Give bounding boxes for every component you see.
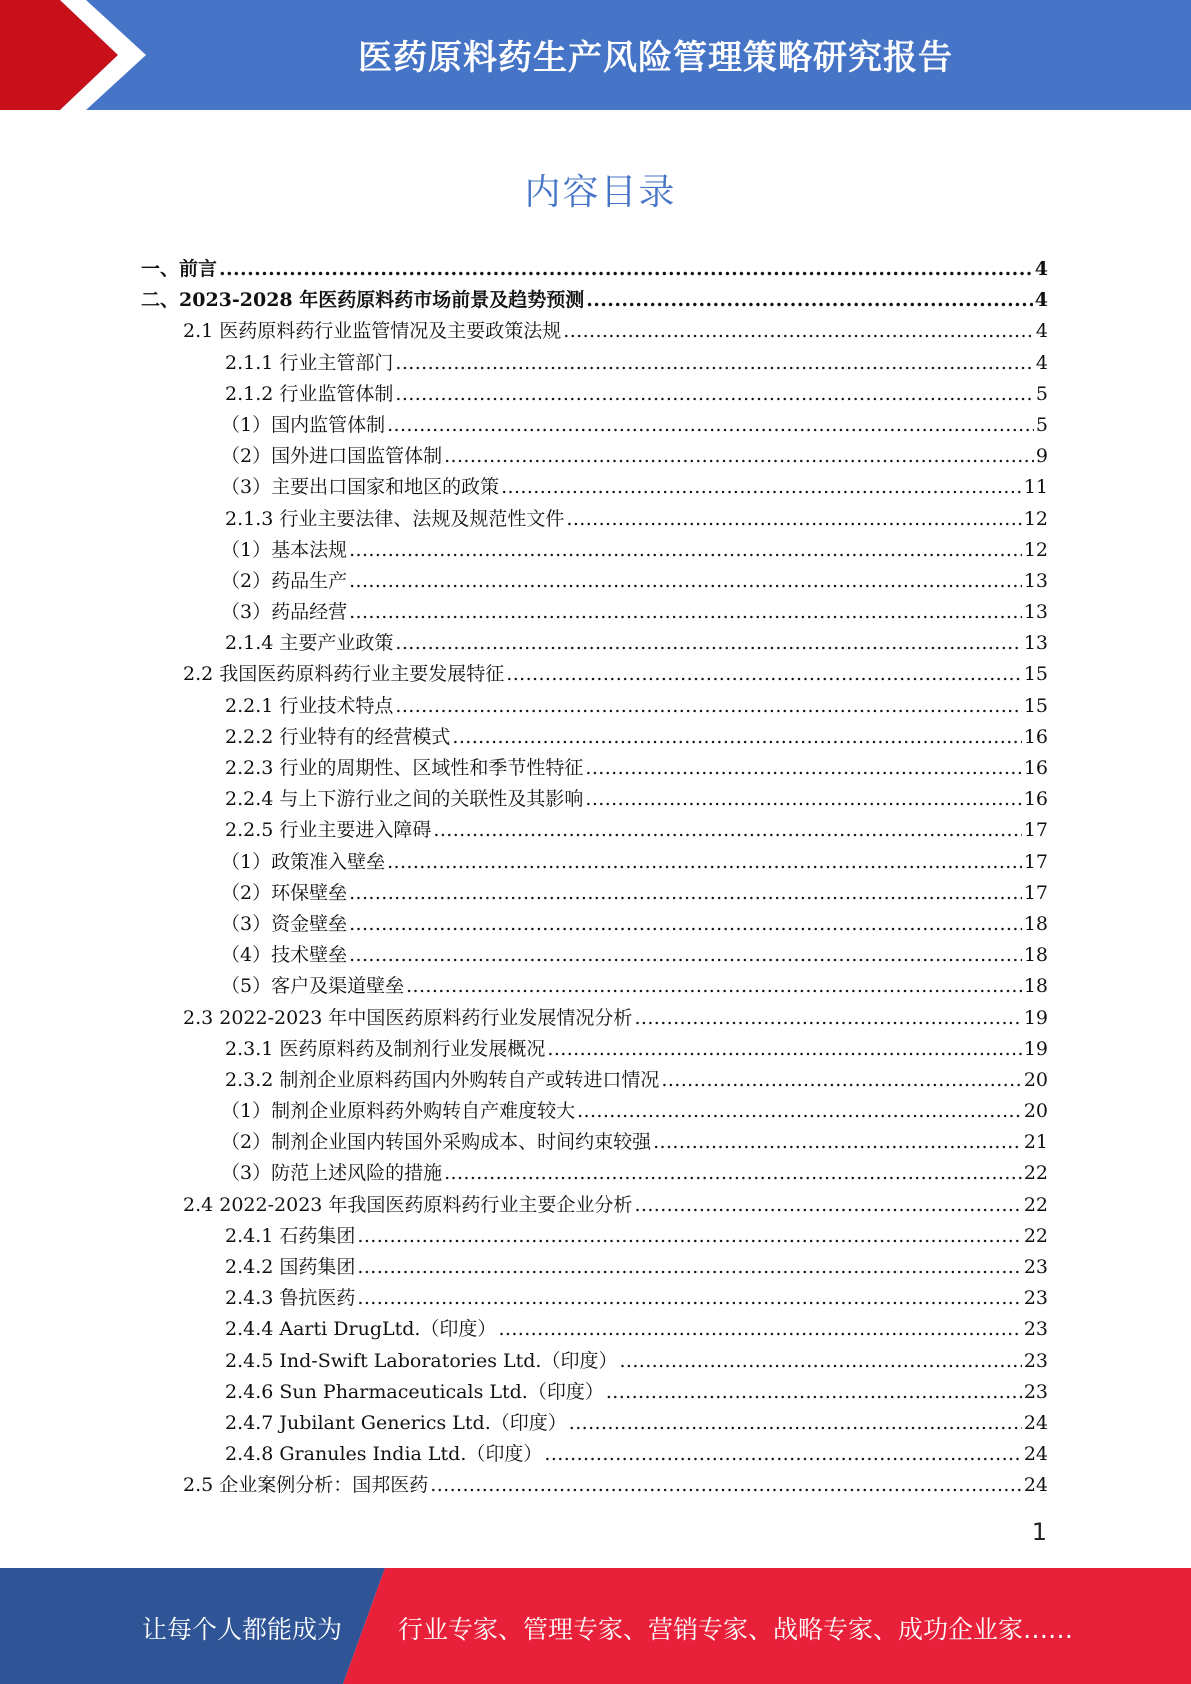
- toc-entry-label: 2.4.3 鲁抗医药: [225, 1287, 356, 1310]
- toc-entry[interactable]: [141, 1127, 1048, 1158]
- toc-leader-dots: [501, 472, 1022, 503]
- toc-entry[interactable]: [141, 285, 1048, 316]
- toc-entry-page: 24: [1023, 1411, 1048, 1434]
- toc-entry-page: 4: [1034, 289, 1048, 312]
- toc-leader-dots: [577, 1096, 1022, 1127]
- toc-entry[interactable]: [141, 1283, 1048, 1314]
- toc-leader-dots: [395, 348, 1034, 379]
- toc-entry-page: 4: [1034, 258, 1048, 280]
- toc-leader-dots: [219, 254, 1033, 285]
- toc-entry-label: 2.3 2022-2023 年中国医药原料药行业发展情况分析: [183, 1006, 633, 1029]
- toc-entry[interactable]: [141, 659, 1048, 690]
- toc-entry-page: 19: [1023, 1037, 1048, 1060]
- header-banner: [0, 0, 1191, 110]
- toc-entry[interactable]: [141, 1408, 1048, 1439]
- page-number: 1: [1031, 1518, 1047, 1546]
- toc-entry-label: 2.4.8 Granules India Ltd.（印度）: [225, 1443, 543, 1466]
- toc-leader-dots: [349, 940, 1022, 971]
- toc-entry[interactable]: [141, 940, 1048, 971]
- toc-entry-label: 2.4.4 Aarti DrugLtd.（印度）: [225, 1318, 497, 1341]
- toc-entry[interactable]: [141, 815, 1048, 846]
- toc-leader-dots: [653, 1127, 1022, 1158]
- toc-entry[interactable]: [141, 1314, 1048, 1345]
- toc-leader-dots: [349, 878, 1022, 909]
- toc-entry-page: 13: [1023, 632, 1048, 655]
- footer-slogan-right: 行业专家、管理专家、营销专家、战略专家、成功企业家……: [398, 1615, 1074, 1644]
- toc-entry[interactable]: [141, 847, 1048, 878]
- toc-entry-page: 23: [1023, 1318, 1048, 1341]
- toc-leader-dots: [387, 847, 1022, 878]
- toc-entry-page: 17: [1023, 881, 1048, 904]
- toc-entry-page: 18: [1023, 912, 1048, 935]
- toc-leader-dots: [395, 691, 1021, 722]
- toc-entry-page: 22: [1023, 1193, 1048, 1216]
- toc-entry-page: 24: [1023, 1443, 1048, 1466]
- toc-entry-page: 13: [1023, 601, 1048, 624]
- toc-entry[interactable]: [141, 1346, 1048, 1377]
- toc-entry-page: 15: [1023, 663, 1048, 686]
- toc-entry[interactable]: [141, 753, 1048, 784]
- toc-title: 内容目录: [524, 172, 677, 213]
- toc-leader-dots: [387, 410, 1034, 441]
- toc-leader-dots: [395, 628, 1021, 659]
- toc-entry-page: 23: [1023, 1380, 1048, 1403]
- toc-entry-label: 2.4.7 Jubilant Generics Ltd.（印度）: [225, 1411, 567, 1434]
- toc-entry-page: 23: [1023, 1256, 1048, 1278]
- toc-entry-page: 22: [1023, 1224, 1048, 1247]
- toc-leader-dots: [452, 722, 1021, 753]
- toc-entry-label: 2.2.2 行业特有的经营模式: [225, 725, 451, 748]
- toc-entry-page: 15: [1023, 694, 1048, 717]
- toc-entry-label: 二、2023-2028 年医药原料药市场前景及趋势预测: [141, 289, 585, 312]
- toc-leader-dots: [634, 1003, 1021, 1034]
- toc-entry-label: 2.2.1 行业技术特点: [225, 694, 394, 717]
- toc-entry-label: （1）基本法规: [221, 538, 348, 561]
- toc-entry[interactable]: [141, 316, 1048, 347]
- toc-entry[interactable]: [141, 628, 1048, 659]
- toc-leader-dots: [661, 1065, 1021, 1096]
- toc-leader-dots: [506, 659, 1022, 690]
- toc-entry[interactable]: [141, 254, 1048, 285]
- toc-entry[interactable]: [141, 1221, 1048, 1252]
- toc-entry[interactable]: [141, 1096, 1048, 1127]
- toc-leader-dots: [357, 1283, 1021, 1314]
- toc-leader-dots: [357, 1252, 1021, 1283]
- toc-leader-dots: [430, 1470, 1022, 1501]
- toc-entry-label: 2.1 医药原料药行业监管情况及主要政策法规: [183, 320, 562, 343]
- toc-leader-dots: [566, 504, 1021, 535]
- toc-entry[interactable]: [141, 379, 1048, 410]
- toc-entry[interactable]: [141, 1034, 1048, 1065]
- toc-leader-dots: [349, 535, 1022, 566]
- toc-entry-page: 4: [1035, 351, 1048, 374]
- toc-entry-page: 18: [1023, 944, 1048, 967]
- toc-entry-label: 2.2 我国医药原料药行业主要发展特征: [183, 663, 505, 686]
- toc-leader-dots: [349, 566, 1022, 597]
- toc-entry[interactable]: [141, 1252, 1048, 1283]
- toc-entry[interactable]: [141, 1065, 1048, 1096]
- toc-entry-label: （3）主要出口国家和地区的政策: [221, 476, 500, 499]
- footer-banner: [0, 1568, 1191, 1684]
- toc-entry-label: 2.4.2 国药集团: [225, 1256, 356, 1278]
- footer-slogan-left: 让每个人都能成为: [142, 1615, 343, 1644]
- toc-entry[interactable]: [141, 535, 1048, 566]
- toc-entry-page: 9: [1035, 445, 1048, 468]
- toc-entry-label: 2.3.2 制剂企业原料药国内外购转自产或转进口情况: [225, 1068, 660, 1091]
- toc-entry[interactable]: [141, 1470, 1048, 1501]
- toc-entry-label: 2.3.1 医药原料药及制剂行业发展概况: [225, 1037, 546, 1060]
- toc-entry[interactable]: [141, 1190, 1048, 1221]
- toc-entry-page: 21: [1023, 1131, 1048, 1154]
- toc-leader-dots: [569, 1408, 1022, 1439]
- toc-leader-dots: [634, 1190, 1021, 1221]
- toc-entry-label: （5）客户及渠道壁垒: [221, 975, 405, 998]
- toc-leader-dots: [586, 285, 1033, 316]
- toc-entry-page: 11: [1023, 476, 1048, 499]
- report-title: 医药原料药生产风险管理策略研究报告: [358, 38, 953, 78]
- toc-entry-label: 2.2.5 行业主要进入障碍: [225, 819, 432, 842]
- toc-entry[interactable]: [141, 472, 1048, 503]
- toc-entry[interactable]: [141, 784, 1048, 815]
- toc-entry-page: 17: [1023, 819, 1048, 842]
- toc-entry-label: （3）防范上述风险的措施: [221, 1162, 443, 1185]
- toc-entry[interactable]: [141, 410, 1048, 441]
- toc-leader-dots: [563, 316, 1034, 347]
- toc-entry-label: 2.2.4 与上下游行业之间的关联性及其影响: [225, 788, 584, 811]
- toc-leader-dots: [547, 1034, 1021, 1065]
- toc-leader-dots: [406, 971, 1022, 1002]
- toc-entry[interactable]: [141, 1377, 1048, 1408]
- toc-entry-label: （3）资金壁垒: [221, 912, 348, 935]
- toc-entry-label: 2.1.3 行业主要法律、法规及规范性文件: [225, 507, 565, 530]
- toc-entry-label: 2.4 2022-2023 年我国医药原料药行业主要企业分析: [183, 1193, 633, 1216]
- toc-entry-label: 2.5 企业案例分析：国邦医药: [183, 1474, 429, 1497]
- toc-leader-dots: [433, 815, 1021, 846]
- toc-entry[interactable]: [141, 441, 1048, 472]
- toc-leader-dots: [349, 597, 1022, 628]
- toc-leader-dots: [544, 1439, 1021, 1470]
- toc-entry-label: 2.1.1 行业主管部门: [225, 351, 394, 374]
- toc-leader-dots: [357, 1221, 1021, 1252]
- toc-entry[interactable]: [141, 1003, 1048, 1034]
- toc-entry-label: （1）国内监管体制: [221, 413, 386, 436]
- toc-entry-label: 2.2.3 行业的周期性、区域性和季节性特征: [225, 757, 584, 779]
- toc-entry-label: （2）制剂企业国内转国外采购成本、时间约束较强: [221, 1131, 652, 1154]
- toc-entry-page: 23: [1023, 1349, 1048, 1372]
- toc-entry-page: 18: [1023, 975, 1048, 998]
- table-of-contents: [141, 254, 1048, 1502]
- toc-leader-dots: [585, 753, 1021, 784]
- toc-leader-dots: [498, 1314, 1021, 1345]
- toc-entry-page: 16: [1023, 757, 1048, 779]
- toc-leader-dots: [395, 379, 1034, 410]
- toc-entry-label: 2.4.1 石药集团: [225, 1224, 356, 1247]
- toc-entry[interactable]: [141, 691, 1048, 722]
- toc-entry[interactable]: [141, 1439, 1048, 1470]
- toc-entry-page: 23: [1023, 1287, 1048, 1310]
- toc-entry[interactable]: [141, 722, 1048, 753]
- toc-entry[interactable]: [141, 597, 1048, 628]
- toc-entry-page: 16: [1023, 788, 1048, 811]
- toc-leader-dots: [349, 909, 1022, 940]
- toc-entry-label: （4）技术壁垒: [221, 944, 348, 967]
- toc-entry-page: 13: [1023, 569, 1048, 592]
- toc-entry-page: 22: [1023, 1162, 1048, 1185]
- toc-entry-page: 20: [1023, 1100, 1048, 1123]
- toc-entry-label: （1）政策准入壁垒: [221, 850, 386, 873]
- toc-entry[interactable]: [141, 878, 1048, 909]
- toc-leader-dots: [444, 441, 1034, 472]
- toc-entry-page: 12: [1023, 538, 1048, 561]
- toc-leader-dots: [606, 1377, 1022, 1408]
- toc-leader-dots: [585, 784, 1021, 815]
- toc-entry-label: 2.4.5 Ind-Swift Laboratories Ltd.（印度）: [225, 1349, 618, 1372]
- toc-entry-label: （1）制剂企业原料药外购转自产难度较大: [221, 1100, 576, 1123]
- toc-entry[interactable]: [141, 1158, 1048, 1189]
- toc-entry-page: 4: [1035, 320, 1048, 343]
- toc-entry[interactable]: [141, 566, 1048, 597]
- toc-leader-dots: [619, 1346, 1021, 1377]
- toc-entry[interactable]: [141, 348, 1048, 379]
- toc-entry-page: 5: [1035, 413, 1048, 436]
- toc-entry-label: （3）药品经营: [221, 601, 348, 624]
- toc-entry-label: 2.4.6 Sun Pharmaceuticals Ltd.（印度）: [225, 1380, 604, 1403]
- toc-entry[interactable]: [141, 971, 1048, 1002]
- toc-entry[interactable]: [141, 909, 1048, 940]
- toc-entry-page: 17: [1023, 850, 1048, 873]
- toc-entry-page: 16: [1023, 725, 1048, 748]
- toc-entry-label: （2）国外进口国监管体制: [221, 445, 443, 468]
- toc-entry-page: 19: [1023, 1006, 1048, 1029]
- toc-entry-page: 12: [1023, 507, 1048, 530]
- toc-entry-page: 20: [1023, 1068, 1048, 1091]
- toc-leader-dots: [444, 1158, 1022, 1189]
- toc-entry-page: 5: [1035, 382, 1048, 405]
- toc-entry-label: 2.1.2 行业监管体制: [225, 382, 394, 405]
- toc-entry-label: （2）环保壁垒: [221, 881, 348, 904]
- toc-entry-label: 一、前言: [141, 258, 218, 280]
- toc-entry-page: 24: [1023, 1474, 1048, 1497]
- toc-entry-label: 2.1.4 主要产业政策: [225, 632, 394, 655]
- toc-entry-label: （2）药品生产: [221, 569, 348, 592]
- toc-entry[interactable]: [141, 504, 1048, 535]
